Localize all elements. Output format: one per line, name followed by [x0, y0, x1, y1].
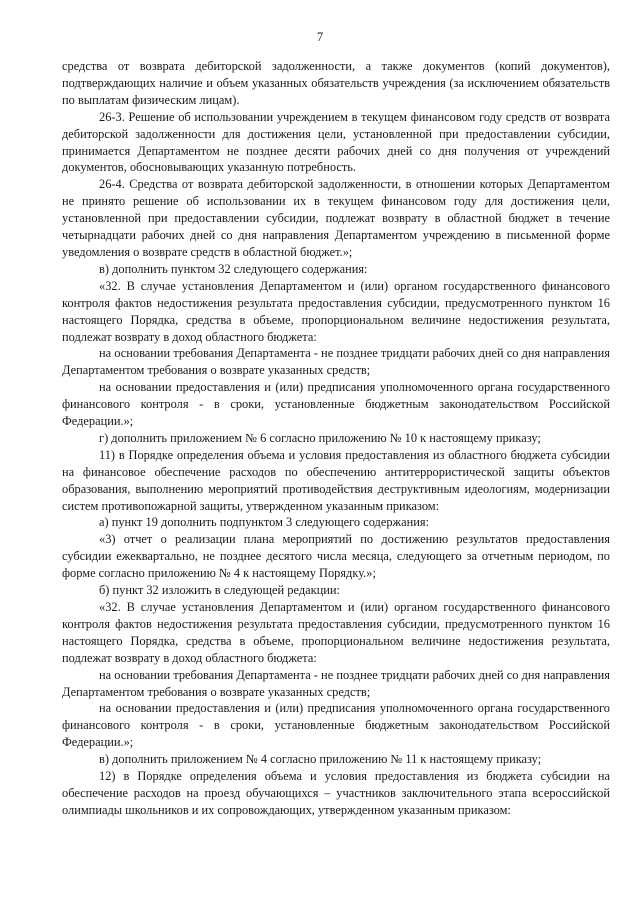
paragraph: 26-3. Решение об использовании учреждением в текущем финансовом году средств от возврата дебиторской задолженности для достижения цели, установленной при предоставлении субсидии, принимается Департаментом не позднее десяти рабочих дней со дня получения от учреждений документов, обосновывающих указанную потребность.	[62, 109, 610, 175]
paragraph: 11) в Порядке определения объема и условия предоставления из областного бюджета субсидии на финансовое обеспечение расходов по обеспечению антитеррористической защиты объектов образования, выполнению мероприятий противодействия деструктивным идеологиям, модернизации систем противопожарной защиты, утвержденном указанным приказом:	[62, 447, 610, 513]
page-number: 7	[316, 30, 324, 44]
paragraph: в) дополнить приложением № 4 согласно приложению № 11 к настоящему приказу;	[99, 752, 542, 767]
paragraph: 26-4. Средства от возврата дебиторской задолженности, в отношении которых Департаментом не принято решение об использовании их в текущем финансовом году для достижения цели, установленной при предоставлении субсидии, подлежат возврату в областной бюджет в течение четырнадцати рабочих дней со дня направления Департаментом учреждению в письменной форме уведомления о возврате средств в областной бюджет.»;	[62, 177, 610, 259]
paragraph: на основании предоставления и (или) предписания уполномоченного органа государственного финансового контроля - в сроки, установленные бюджетным законодательством Российской Федерации.»;	[62, 380, 610, 429]
paragraph: средства от возврата дебиторской задолженности, а также документов (копий документов), подтверждающих наличие и объем указанных обязательств учреждения (за исключением обязательств по выплатам физическим лицам).	[62, 59, 610, 107]
paragraph: на основании требования Департамента - не позднее тридцати рабочих дней со дня направления Департаментом требования о возврате указанных средств;	[62, 346, 610, 378]
paragraph: 12) в Порядке определения объема и условия предоставления из бюджета субсидии на обеспечение расходов на проезд обучающихся – участников заключительного этапа всероссийской олимпиады школьников и их сопровождающих, утвержденном указанным приказом:	[62, 769, 610, 817]
paragraph: г) дополнить приложением № 6 согласно приложению № 10 к настоящему приказу;	[99, 430, 541, 445]
paragraph: «32. В случае установления Департаментом и (или) органом государственного финансового контроля фактов недостижения результата предоставления субсидии, предусмотренного пунктом 16 настоящего Порядка, средства в объеме, пропорциональном величине недостижения результата, подлежат возврату в доход областного бюджета:	[62, 600, 610, 665]
paragraph: на основании предоставления и (или) предписания уполномоченного органа государственного финансового контроля - в сроки, установленные бюджетным законодательством Российской Федерации.»;	[62, 701, 610, 750]
paragraph: б) пункт 32 изложить в следующей редакции:	[99, 583, 340, 598]
paragraph: «3) отчет о реализации плана мероприятий по достижению результатов предоставления субсидии ежеквартально, не позднее десятого числа месяца, следующего за отчетным периодом, по форме согласно приложению № 4 к настоящему Порядку.»;	[62, 532, 610, 581]
document-body	[62, 58, 610, 819]
paragraph: в) дополнить пунктом 32 следующего содержания:	[99, 261, 368, 276]
paragraph: а) пункт 19 дополнить подпунктом 3 следующего содержания:	[99, 515, 430, 530]
paragraph: на основании требования Департамента - не позднее тридцати рабочих дней со дня направления Департаментом требования о возврате указанных средств;	[62, 667, 610, 699]
paragraph: «32. В случае установления Департаментом и (или) органом государственного финансового контроля фактов недостижения результата предоставления субсидии, предусмотренного пунктом 16 настоящего Порядка, средства в объеме, пропорциональном величине недостижения результата, подлежат возврату в доход областного бюджета:	[62, 278, 610, 344]
